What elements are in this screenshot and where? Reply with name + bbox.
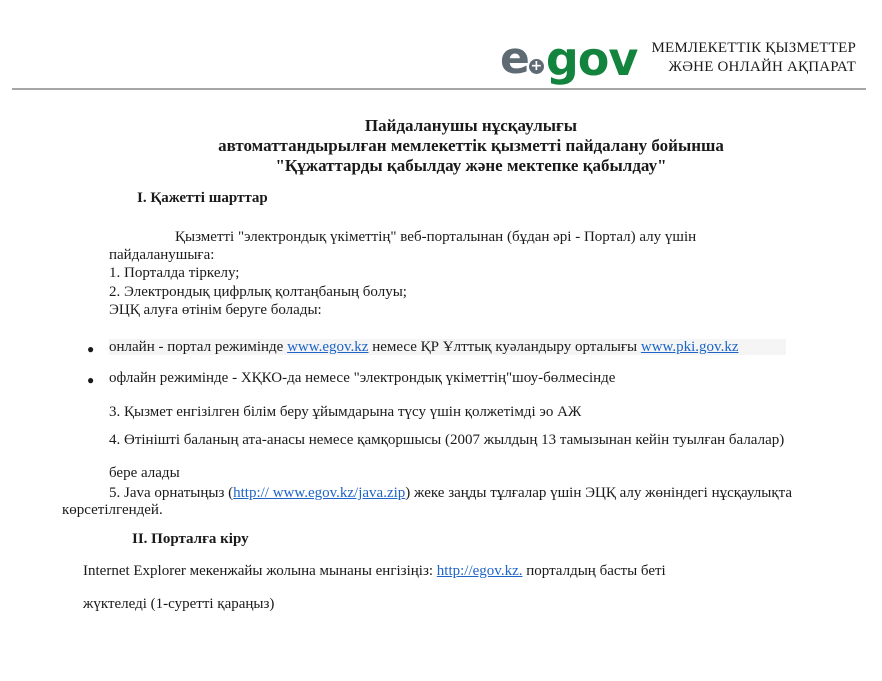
- section-1-heading: І. Қажетті шарттар: [137, 190, 268, 206]
- portal-text-b: порталдың басты беті: [522, 563, 666, 579]
- bullet-online-row: [109, 339, 786, 355]
- requirement-item-1: 1. Порталда тіркелу;: [109, 265, 240, 281]
- header-line-1: МЕМЛЕКЕТТІК ҚЫЗМЕТТЕР: [651, 40, 856, 56]
- requirement-item-6-cont: көрсетілгендей.: [62, 502, 163, 518]
- section-1-intro-1: Қызметті "электрондық үкіметтің" веб-порталынан (бұдан әрі - Портал) алу үшін: [175, 229, 697, 245]
- portal-text-a: Internet Explorer мекенжайы жолына мынаны енгізіңіз:: [83, 563, 437, 579]
- java-text-b: ) жеке заңды тұлғалар үшін ЭЦҚ алу жөніндегі нұсқаулықта: [405, 485, 793, 501]
- header-line-2: ЖӘНЕ ОНЛАЙН АҚПАРАТ: [668, 59, 856, 75]
- requirement-item-2: 2. Электрондық цифрлық қолтаңбаның болуы;: [109, 284, 407, 300]
- logo-gov: gov: [545, 32, 638, 86]
- portal-instruction-line-2: жүктеледі (1-суретті қараңыз): [83, 596, 275, 612]
- requirement-item-3: ЭЦҚ алуға өтінім беруге болады:: [109, 302, 322, 318]
- section-2-heading: ІІ. Порталға кіру: [132, 531, 249, 547]
- java-text-a: 5. Java орнатыңыз (: [109, 485, 234, 501]
- bullet-icon: ●: [87, 373, 95, 387]
- requirement-item-6: [109, 485, 792, 502]
- requirement-item-5-cont: бере алады: [109, 465, 180, 481]
- doc-title-line-1: Пайдаланушы нұсқаулығы: [364, 116, 578, 135]
- java-link[interactable]: http:// www.egov.kz/java.zip: [233, 485, 406, 501]
- plus-circle-icon: [529, 59, 544, 74]
- requirement-item-4: 3. Қызмет енгізілген білім беру ұйымдарына түсу үшін қолжетімді эо АЖ: [109, 404, 582, 420]
- egov-link[interactable]: www.egov.kz: [287, 339, 369, 355]
- section-1-intro-2: пайдаланушыға:: [109, 247, 215, 263]
- pki-link[interactable]: www.pki.gov.kz: [640, 339, 739, 355]
- bullet-item-online: [109, 339, 786, 356]
- bullet-icon: ●: [87, 342, 95, 356]
- bullet-online-text-a: онлайн - портал режимінде: [109, 339, 288, 355]
- requirement-item-5: 4. Өтінішті баланың ата-анасы немесе қамқоршысы (2007 жылдың 13 тамызынан кейін туылған балалар): [109, 432, 785, 448]
- logo-e: e: [500, 33, 528, 84]
- egov-portal-link[interactable]: http://egov.kz.: [436, 563, 523, 579]
- egov-logo: [500, 34, 637, 84]
- doc-title-line-2: автоматтандырылған мемлекеттік қызметті пайдалану бойынша: [218, 136, 724, 155]
- header-divider: [12, 88, 866, 90]
- bullet-online-text-b: немесе ҚР Ұлттық куәландыру орталығы: [368, 339, 641, 355]
- bullet-item-offline: офлайн режимінде - ХҚКО-да немесе "электрондық үкіметтің"шоу-бөлмесінде: [109, 370, 616, 386]
- portal-instruction-line-1: [83, 563, 666, 580]
- doc-title-line-3: "Құжаттарды қабылдау және мектепке қабылдау": [275, 156, 667, 175]
